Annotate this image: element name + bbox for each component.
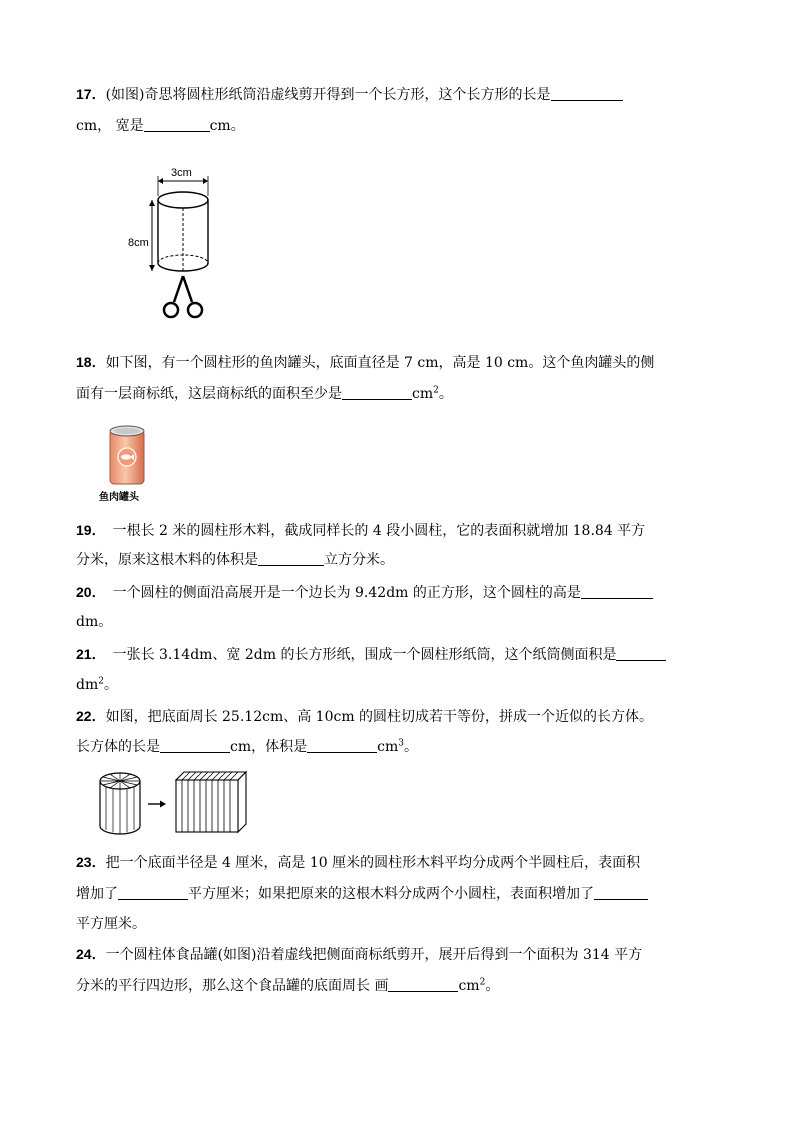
q22-line-1 <box>76 706 653 727</box>
q21-answer-blank[interactable] <box>616 646 666 661</box>
q18-fig-caption: 鱼肉罐头 <box>99 492 139 503</box>
q17-line-2 <box>76 116 245 136</box>
q22-cylinder-to-cuboid-figure <box>98 768 250 838</box>
q17-cylinder-figure <box>128 160 220 322</box>
q22-approx-cuboid <box>176 772 246 832</box>
q19-number: 19． <box>76 522 99 538</box>
q17-text-a: (如图)奇思将圆柱形纸筒沿虚线剪开得到一个长方形，这个长方形的长是 <box>105 87 551 103</box>
q23-text-c: 平方厘米；如果把原来的这根木料分成两个小圆柱，表面积增加了 <box>188 886 594 902</box>
q22-text-b: 长方体的长是 <box>76 739 160 755</box>
q24-text-a: 一个圆柱体食品罐(如图)沿着虚线把侧面商标纸剪开，展开后得到一个面积为 314 平方 <box>105 947 643 963</box>
q22-unit-exponent: 3 <box>398 738 404 749</box>
q17-height-label: 8cm <box>128 237 149 249</box>
q19-line-2 <box>76 550 394 570</box>
q18-unit-exponent: 2 <box>433 385 439 396</box>
q23-text-d: 平方厘米。 <box>76 916 146 932</box>
q17-line-1 <box>76 84 623 105</box>
q20-number: 20． <box>76 584 99 600</box>
q24-answer-blank[interactable] <box>388 977 458 992</box>
q17-number: 17． <box>76 86 106 102</box>
q22-unit: cm <box>377 739 399 755</box>
q21-unit-exponent: 2 <box>98 676 104 687</box>
q23-number: 23． <box>76 854 106 870</box>
q19-text-c: 立方分米。 <box>324 552 394 568</box>
q24-line-1 <box>76 944 642 965</box>
q24-end: 。 <box>485 978 500 994</box>
q23-answer-blank-1[interactable] <box>118 885 188 900</box>
q17-answer-blank-2[interactable] <box>144 117 210 132</box>
q22-end: 。 <box>403 739 418 755</box>
q24-number: 24． <box>76 946 106 962</box>
q20-text-a: 一个圆柱的侧面沿高展开是一个边长为 9.42dm 的正方形，这个圆柱的高是 <box>98 585 581 601</box>
q22-answer-blank-2[interactable] <box>307 738 377 753</box>
q21-line-1 <box>76 644 666 665</box>
q23-text-b: 增加了 <box>76 886 118 902</box>
q18-answer-blank[interactable] <box>342 385 412 400</box>
q24-unit-exponent: 2 <box>479 977 486 988</box>
q18-line-1 <box>76 352 654 373</box>
q21-text-a: 一张长 3.14dm、宽 2dm 的长方形纸，围成一个圆柱形纸筒，这个纸筒侧面积是 <box>98 647 617 663</box>
q22-text-c: cm，体积是 <box>230 739 308 755</box>
q24-unit: cm <box>458 978 480 994</box>
q17-answer-blank-1[interactable] <box>551 86 623 101</box>
q18-text-a: 如下图，有一个圆柱形的鱼肉罐头，底面直径是 7 cm，高是 10 cm。这个鱼肉罐头的侧 <box>105 355 655 371</box>
q17-cylinder-top <box>158 192 208 208</box>
q21-number: 21． <box>76 646 99 662</box>
q18-line-2 <box>76 384 453 404</box>
q22-line-2 <box>76 737 418 757</box>
q23-line-2 <box>76 884 648 904</box>
q21-unit: dm <box>76 677 99 693</box>
q20-line-2 <box>76 612 112 632</box>
q20-line-1 <box>76 582 653 603</box>
q19-text-b: 分米，原来这根木料的体积是 <box>76 552 258 568</box>
q23-answer-blank-2[interactable] <box>594 885 648 900</box>
q22-sliced-cylinder <box>100 773 140 834</box>
q18-number: 18． <box>76 354 106 370</box>
q17-width-label: 3cm <box>171 167 192 179</box>
q24-line-2 <box>76 976 499 996</box>
q22-answer-blank-1[interactable] <box>160 738 230 753</box>
q18-unit: cm <box>412 386 434 402</box>
q21-end: 。 <box>103 677 118 693</box>
q23-text-a: 把一个底面半径是 4 厘米，高是 10 厘米的圆柱形木料平均分成两个半圆柱后，表面积 <box>105 855 641 871</box>
q18-end: 。 <box>438 386 453 402</box>
q23-line-1 <box>76 852 640 873</box>
arrow-right-icon <box>148 801 166 808</box>
q18-text-b: 面有一层商标纸，这层商标纸的面积至少是 <box>76 386 342 402</box>
scissors-icon <box>164 276 202 317</box>
q19-text-a: 一根长 2 米的圆柱形木料，截成同样长的 4 段小圆柱，它的表面积就增加 18.84 平方 <box>98 523 646 539</box>
q22-text-a: 如图，把底面周长 25.12cm、高 10cm 的圆柱切成若干等份，拼成一个近似的长方体。 <box>105 709 654 725</box>
q20-text-b: dm。 <box>76 614 113 630</box>
q18-fish-can-figure <box>98 424 158 504</box>
q19-answer-blank[interactable] <box>258 551 324 566</box>
q17-text-b: cm， 宽是 <box>76 118 144 134</box>
q17-text-c: cm。 <box>209 118 245 134</box>
q23-line-3 <box>76 914 146 934</box>
q24-text-b: 分米的平行四边形，那么这个食品罐的底面周长 画 <box>76 978 389 994</box>
q19-line-1 <box>76 520 645 541</box>
q21-line-2 <box>76 675 118 695</box>
q20-answer-blank[interactable] <box>581 584 653 599</box>
q22-number: 22． <box>76 708 106 724</box>
